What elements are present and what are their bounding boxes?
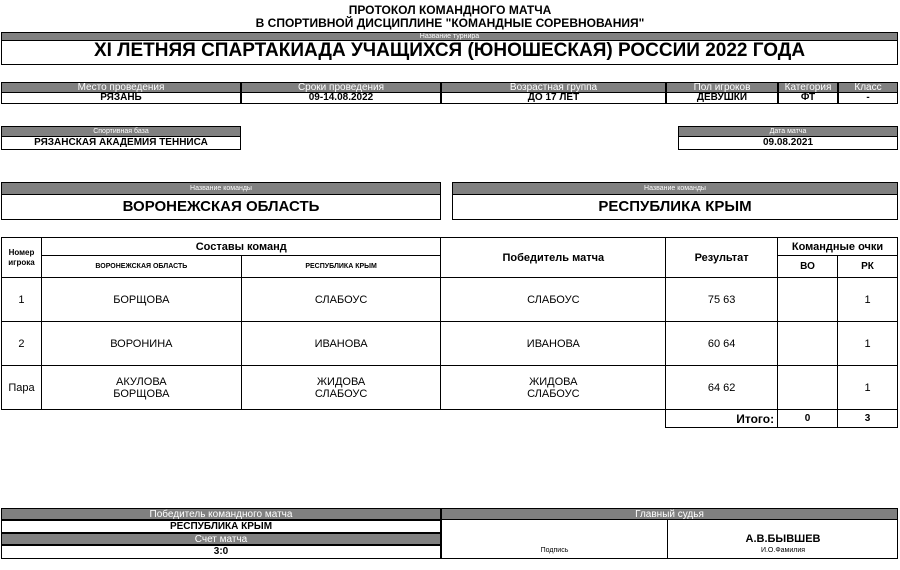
dates-label: Сроки проведения — [241, 82, 441, 92]
class-value: - — [838, 92, 898, 104]
team1-name: ВОРОНЕЖСКАЯ ОБЛАСТЬ — [1, 194, 441, 220]
row-number: 2 — [2, 322, 42, 366]
team-match-winner: РЕСПУБЛИКА КРЫМ — [1, 520, 441, 533]
category-value: ФТ — [778, 92, 838, 104]
col-team2-header: РЕСПУБЛИКА КРЫМ — [241, 256, 441, 278]
team2-name: РЕСПУБЛИКА КРЫМ — [452, 194, 898, 220]
total-points-team1: 0 — [778, 410, 838, 428]
table-row — [2, 322, 898, 366]
row-result: 60 64 — [666, 322, 778, 366]
gender-label: Пол игроков — [666, 82, 778, 92]
signature-label: Подпись — [540, 547, 569, 554]
winner-label: Победитель командного матча — [1, 508, 441, 520]
base-value: РЯЗАНСКАЯ АКАДЕМИЯ ТЕННИСА — [1, 136, 241, 150]
col-winner-header: Победитель матча — [441, 238, 666, 278]
team2-label: Название команды — [452, 182, 898, 194]
row-team1-player: БОРЩОВА — [41, 278, 241, 322]
tournament-label: Название турнира — [1, 32, 898, 40]
row-points-team1 — [778, 366, 838, 410]
pair-player: СЛАБОУС — [527, 387, 580, 400]
protocol-title: ПРОТОКОЛ КОМАНДНОГО МАТЧА — [348, 3, 552, 17]
dates-value: 09-14.08.2022 — [241, 92, 441, 104]
venue-label: Место проведения — [1, 82, 241, 92]
class-label: Класс — [838, 82, 898, 92]
score-label: Счет матча — [1, 533, 441, 545]
row-points-team2: 1 — [838, 366, 898, 410]
match-date-label: Дата матча — [678, 126, 898, 136]
row-team1-player: ВОРОНИНА — [41, 322, 241, 366]
row-points-team2: 1 — [838, 322, 898, 366]
row-number: 1 — [2, 278, 42, 322]
age-value: ДО 17 ЛЕТ — [441, 92, 666, 104]
col-p1-header: ВО — [778, 256, 838, 278]
judge-label: Главный судья — [441, 508, 898, 520]
row-points-team1 — [778, 322, 838, 366]
table-row — [2, 278, 898, 322]
pair-player: СЛАБОУС — [314, 387, 368, 400]
judge-box — [441, 520, 898, 559]
venue-value: РЯЗАНЬ — [1, 92, 241, 104]
judge-name: А.В.БЫВШЕВ — [745, 533, 821, 545]
col-points-header: Командные очки — [778, 238, 898, 256]
pair-player: АКУЛОВА — [116, 375, 167, 388]
row-team2-pair — [241, 366, 441, 410]
gender-value: ДЕВУШКИ — [666, 92, 778, 104]
name-label: И.О.Фамилия — [760, 547, 806, 554]
row-points-team2: 1 — [838, 278, 898, 322]
row-winner-pair — [441, 366, 666, 410]
category-label: Категория — [778, 82, 838, 92]
row-result: 75 63 — [666, 278, 778, 322]
col-result-header: Результат — [666, 238, 778, 278]
age-label: Возрастная группа — [441, 82, 666, 92]
match-score: 3:0 — [1, 545, 441, 559]
col-number-header: Номер игрока — [2, 238, 42, 278]
total-points-team2: 3 — [838, 410, 898, 428]
col-rosters-header: Составы команд — [41, 238, 440, 256]
team1-label: Название команды — [1, 182, 441, 194]
row-number: Пара — [2, 366, 42, 410]
pair-player: ЖИДОВА — [529, 375, 578, 388]
col-team1-header: ВОРОНЕЖСКАЯ ОБЛАСТЬ — [41, 256, 241, 278]
row-team1-pair — [41, 366, 241, 410]
table-row — [2, 366, 898, 410]
row-winner: СЛАБОУС — [441, 278, 666, 322]
pair-player: ЖИДОВА — [316, 375, 366, 388]
row-winner: ИВАНОВА — [441, 322, 666, 366]
discipline-title: В СПОРТИВНОЙ ДИСЦИПЛИНЕ "КОМАНДНЫЕ СОРЕВНОВАНИЯ" — [255, 16, 645, 30]
tournament-name: XI ЛЕТНЯЯ СПАРТАКИАДА УЧАЩИХСЯ (ЮНОШЕСКАЯ) РОССИИ 2022 ГОДА — [1, 40, 898, 65]
row-team2-player: ИВАНОВА — [241, 322, 441, 366]
col-p2-header: РК — [838, 256, 898, 278]
match-date-value: 09.08.2021 — [678, 136, 898, 150]
pair-player: БОРЩОВА — [113, 387, 170, 400]
row-team2-player: СЛАБОУС — [241, 278, 441, 322]
matches-table — [1, 237, 898, 428]
base-label: Спортивная база — [1, 126, 241, 136]
total-label: Итого: — [666, 410, 778, 428]
row-points-team1 — [778, 278, 838, 322]
row-result: 64 62 — [666, 366, 778, 410]
